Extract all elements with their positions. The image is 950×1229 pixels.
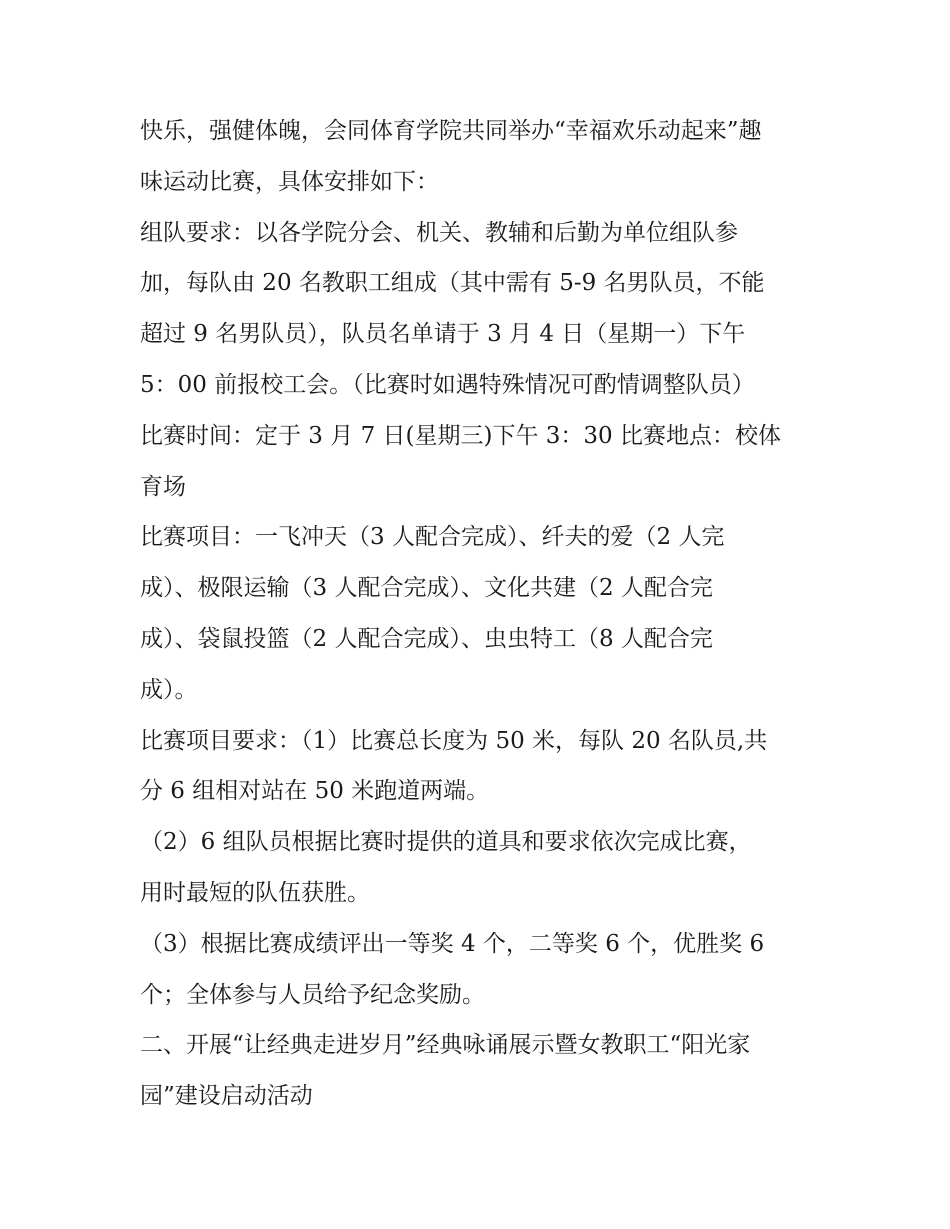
text-line: 个；全体参与人员给予纪念奖励。 — [140, 981, 485, 1008]
text-line: 加，每队由 20 名教职工组成（其中需有 5-9 名男队员，不能 — [140, 270, 765, 297]
text-line: 用时最短的队伍获胜。 — [140, 879, 370, 906]
text-line: 分 6 组相对站在 50 米跑道两端。 — [140, 778, 490, 805]
text-line: 成）、袋鼠投篮（2 人配合完成）、虫虫特工（8 人配合完 — [140, 625, 713, 652]
text-line: 成）、极限运输（3 人配合完成）、文化共建（2 人配合完 — [140, 575, 713, 602]
document-body — [140, 106, 820, 1122]
text-line: 5：00 前报校工会。（比赛时如遇特殊情况可酌情调整队员） — [140, 371, 755, 398]
text-line: （2）6 组队员根据比赛时提供的道具和要求依次完成比赛， — [140, 829, 752, 856]
text-line: 组队要求：以各学院分会、机关、教辅和后勤为单位组队参 — [140, 219, 738, 246]
text-line: 园”建设启动活动 — [140, 1083, 313, 1110]
text-line: 快乐，强健体魄，会同体育学院共同举办“幸福欢乐动起来”趣 — [140, 118, 762, 144]
text-line: 味运动比赛，具体安排如下： — [140, 168, 439, 195]
text-line: （3）根据比赛成绩评出一等奖 4 个，二等奖 6 个，优胜奖 6 — [140, 930, 765, 957]
text-line: 比赛时间：定于 3 月 7 日(星期三)下午 3：30 比赛地点：校体 — [140, 422, 781, 449]
text-line: 育场 — [140, 473, 186, 500]
text-line: 比赛项目要求：（1）比赛总长度为 50 米，每队 20 名队员,共 — [140, 727, 768, 754]
text-line: 超过 9 名男队员），队员名单请于 3 月 4 日（星期一）下午 — [140, 321, 746, 348]
text-line: 成）。 — [140, 676, 198, 703]
text-line: 二、开展“让经典走进岁月”经典咏诵展示暨女教职工“阳光家 — [140, 1032, 751, 1059]
text-line: 比赛项目：一飞冲天（3 人配合完成）、纤夫的爱（2 人完 — [140, 524, 725, 551]
